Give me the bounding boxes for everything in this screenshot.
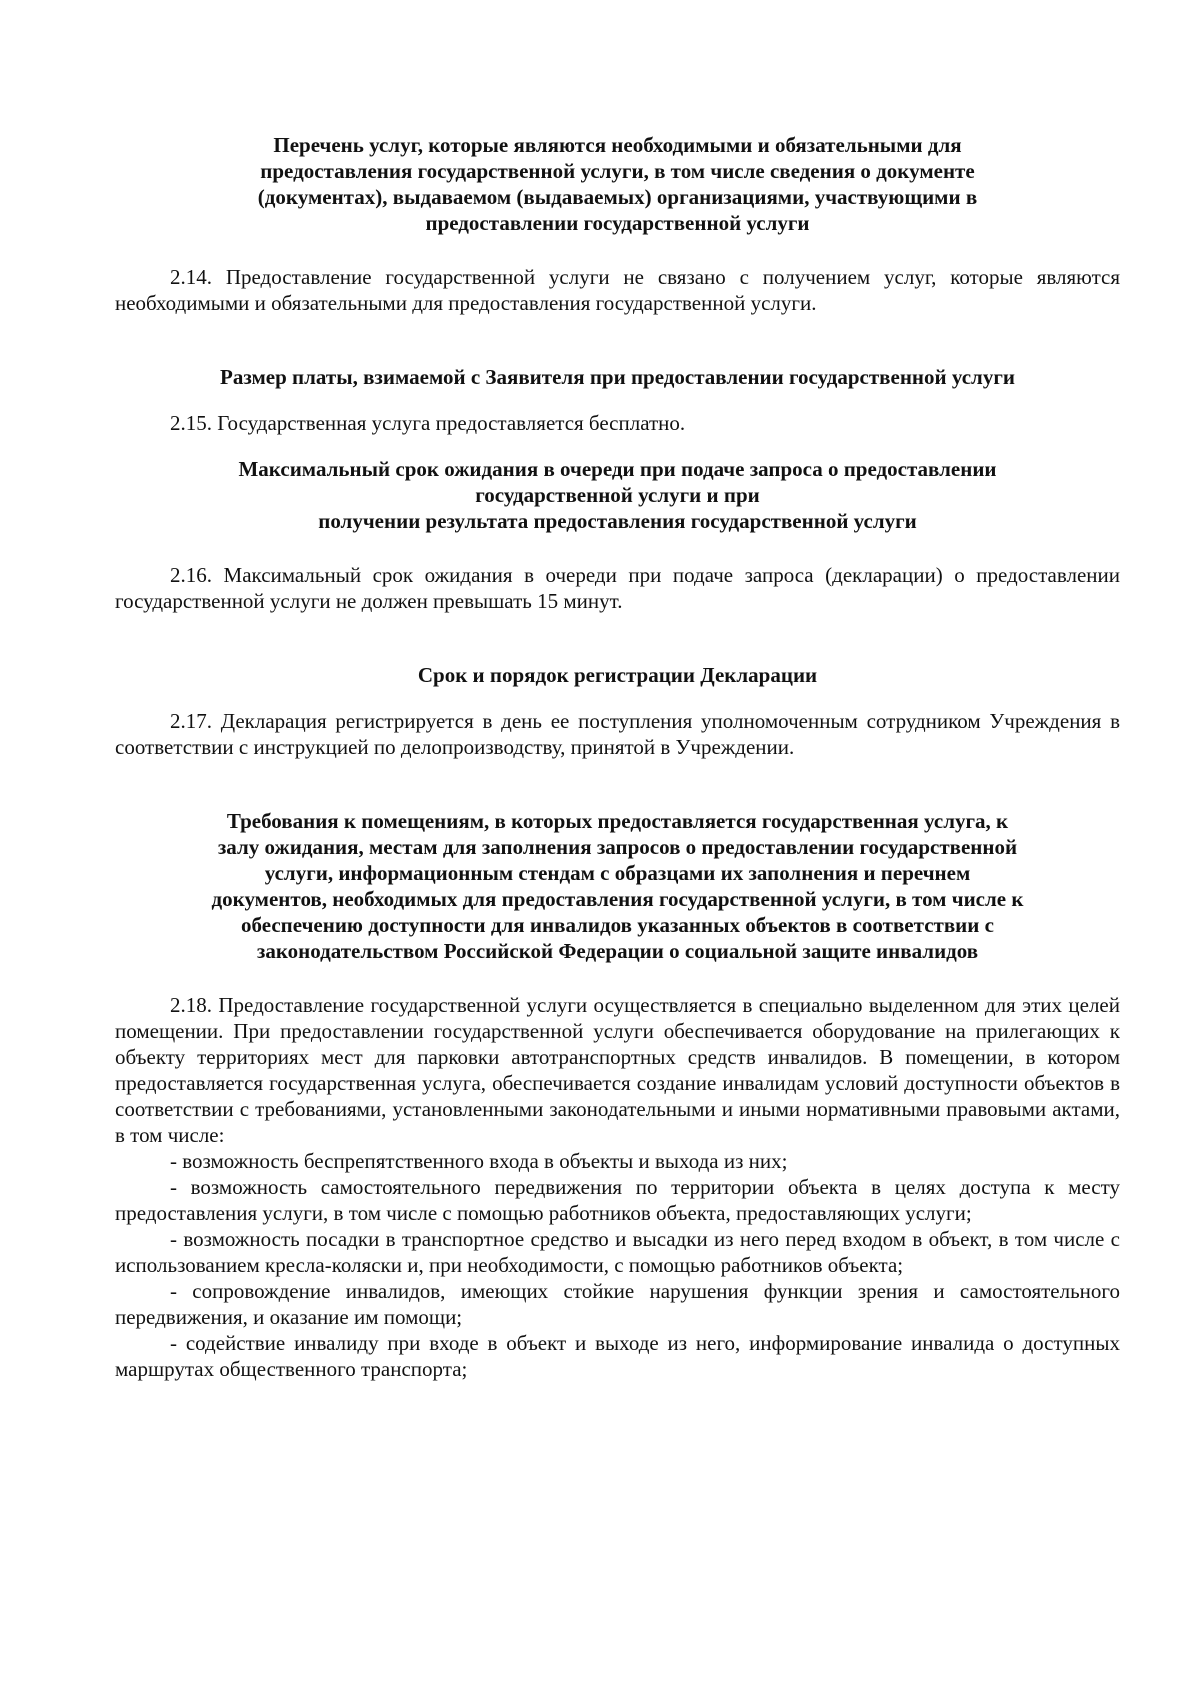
paragraph-2-18: 2.18. Предоставление государственной услуги осуществляется в специально выделенном для этих целей помещении. При предоставлении государственной услуги обеспечивается оборудование на прилегающих к объекту территориях мест для парковки автотранспортных средств инвалидов. В помещении, в котором предоставляется государственная услуга, обеспечивается создание инвалидам условий доступности объектов в соответствии с требованиями, установленными законодательными и иными нормативными правовыми актами, в том числе: <box>115 993 1120 1147</box>
heading-line: Максимальный срок ожидания в очереди при подаче запроса о предоставлении <box>238 457 997 481</box>
section-registration <box>115 662 1120 760</box>
heading-line: обеспечению доступности для инвалидов указанных объектов в соответствии с <box>241 913 994 937</box>
section-heading <box>115 132 1120 236</box>
heading-line: (документах), выдаваемом (выдаваемых) организациями, участвующими в <box>257 185 978 209</box>
heading-line: документов, необходимых для предоставления государственной услуги, в том числе к <box>211 887 1024 911</box>
paragraph-2-17: 2.17. Декларация регистрируется в день ее поступления уполномоченным сотрудником Учреждения в соответствии с инструкцией по делопроизводству, принятой в Учреждении. <box>115 709 1120 759</box>
section-heading <box>115 364 1120 390</box>
heading-line: предоставления государственной услуги, в том числе сведения о документе <box>260 159 975 183</box>
paragraph-2-14: 2.14. Предоставление государственной услуги не связано с получением услуг, которые являются необходимыми и обязательными для предоставления государственной услуги. <box>115 265 1120 315</box>
heading-line: Размер платы, взимаемой с Заявителя при предоставлении государственной услуги <box>220 365 1015 389</box>
heading-line: получении результата предоставления государственной услуги <box>318 509 917 533</box>
section-necessary-services <box>115 132 1120 316</box>
paragraph-2-15: 2.15. Государственная услуга предоставляется бесплатно. <box>170 411 686 435</box>
heading-line: Перечень услуг, которые являются необходимыми и обязательными для <box>273 133 962 157</box>
heading-line: Требования к помещениям, в которых предоставляется государственная услуга, к <box>226 809 1009 833</box>
section-heading <box>115 808 1120 964</box>
section-heading <box>115 456 1120 534</box>
section-queue-time <box>115 456 1120 614</box>
document-page <box>115 130 1120 1382</box>
list-item: - сопровождение инвалидов, имеющих стойкие нарушения функции зрения и самостоятельного передвижения, и оказание им помощи; <box>115 1279 1120 1329</box>
heading-line: залу ожидания, местам для заполнения запросов о предоставлении государственной <box>217 835 1018 859</box>
section-heading <box>115 662 1120 688</box>
paragraph-2-16: 2.16. Максимальный срок ожидания в очереди при подаче запроса (декларации) о предоставлении государственной услуги не должен превышать 15 минут. <box>115 563 1120 613</box>
heading-line: законодательством Российской Федерации о социальной защите инвалидов <box>256 939 979 963</box>
list-item: - возможность беспрепятственного входа в объекты и выхода из них; <box>170 1149 788 1173</box>
section-premises-requirements <box>115 808 1120 1382</box>
heading-line: предоставлении государственной услуги <box>425 211 810 235</box>
list-item: - содействие инвалиду при входе в объект и выходе из него, информирование инвалида о доступных маршрутах общественного транспорта; <box>115 1331 1120 1381</box>
section-fee <box>115 364 1120 436</box>
heading-line: государственной услуги и при <box>475 483 760 507</box>
list-item: - возможность самостоятельного передвижения по территории объекта в целях доступа к месту предоставления услуги, в том числе с помощью работников объекта, предоставляющих услуги; <box>115 1175 1120 1225</box>
heading-line: услуги, информационным стендам с образцами их заполнения и перечнем <box>264 861 971 885</box>
list-item: - возможность посадки в транспортное средство и высадки из него перед входом в объект, в том числе с использованием кресла-коляски и, при необходимости, с помощью работников объекта; <box>115 1227 1120 1277</box>
heading-line: Срок и порядок регистрации Декларации <box>417 663 818 687</box>
